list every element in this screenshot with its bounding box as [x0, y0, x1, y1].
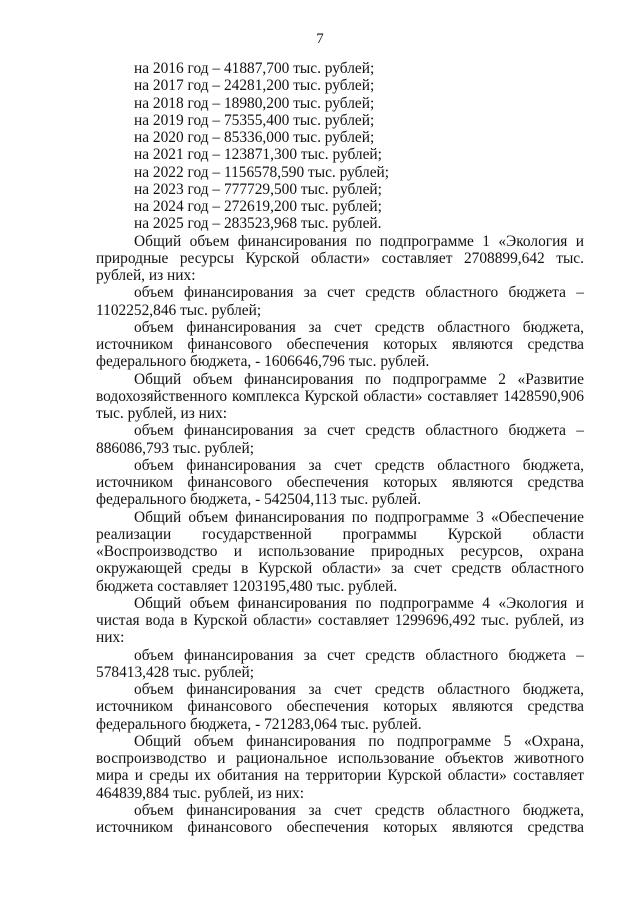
subprogram-5-total: Общий объем финансирования по подпрограмме 5 «Охрана, воспроизводство и рациональное использование объектов животного мира и среды их обитания на территории Курской области» составляет 464839,884 тыс. рублей, из них: [96, 732, 584, 802]
subprogram-4-regional-budget: объем финансирования за счет средств областного бюджета – 578413,428 тыс. рублей; [96, 646, 584, 681]
subprogram-2-regional-budget: объем финансирования за счет средств областного бюджета – 886086,793 тыс. рублей; [96, 422, 584, 457]
year-list-item: на 2023 год – 777729,500 тыс. рублей; [134, 180, 382, 198]
subprogram-3-total: Общий объем финансирования по подпрограмме 3 «Обеспечение реализации государственной программы Курской области «Воспроизводство и использование природных ресурсов, охрана окружающей среды в Курской области» за счет средств областного бюджета составляет 1203195,480 тыс. рублей. [96, 508, 584, 595]
year-list-item: на 2024 год – 272619,200 тыс. рублей; [134, 198, 382, 215]
subprogram-2-federal-budget: объем финансирования за счет средств областного бюджета, источником финансового обеспечения которых являются средства федерального бюджета, - 542504,113 тыс. рублей. [96, 456, 584, 509]
page-number: 7 [316, 31, 324, 47]
year-list-item: на 2025 год – 283523,968 тыс. рублей. [134, 215, 382, 233]
subprogram-1-federal-budget: объем финансирования за счет средств областного бюджета, источником финансового обеспечения которых являются средства федерального бюджета, - 1606646,796 тыс. рублей. [96, 318, 584, 371]
year-list-item: на 2022 год – 1156578,590 тыс. рублей; [134, 163, 390, 181]
subprogram-1-regional-budget: объем финансирования за счет средств областного бюджета – 1102252,846 тыс. рублей; [96, 284, 584, 319]
year-list-item: на 2017 год – 24281,200 тыс. рублей; [134, 77, 375, 95]
funding-by-year-list [96, 60, 584, 233]
subprogram-4-total: Общий объем финансирования по подпрограмме 4 «Экология и чистая вода в Курской области» составляет 1299696,492 тыс. рублей, из них: [96, 594, 584, 647]
year-list-item: на 2016 год – 41887,700 тыс. рублей; [134, 60, 375, 77]
year-list-item: на 2018 год – 18980,200 тыс. рублей; [134, 94, 375, 112]
year-list-item: на 2019 год – 75355,400 тыс. рублей; [134, 111, 375, 129]
subprogram-5-federal-budget: объем финансирования за счет средств областного бюджета, источником финансового обеспечения которых являются средства [96, 801, 584, 836]
year-list-item: на 2020 год – 85336,000 тыс. рублей; [134, 129, 375, 146]
document-body [96, 60, 584, 836]
subprogram-1-total: Общий объем финансирования по подпрограмме 1 «Экология и природные ресурсы Курской области» составляет 2708899,642 тыс. рублей, из них: [96, 232, 584, 284]
year-list-item: на 2021 год – 123871,300 тыс. рублей; [134, 146, 382, 164]
subprogram-2-total: Общий объем финансирования по подпрограмме 2 «Развитие водохозяйственного комплекса Курской области» составляет 1428590,906 тыс. рублей, из них: [96, 370, 584, 422]
subprogram-4-federal-budget: объем финансирования за счет средств областного бюджета, источником финансового обеспечения которых являются средства федерального бюджета, - 721283,064 тыс. рублей. [96, 681, 584, 733]
